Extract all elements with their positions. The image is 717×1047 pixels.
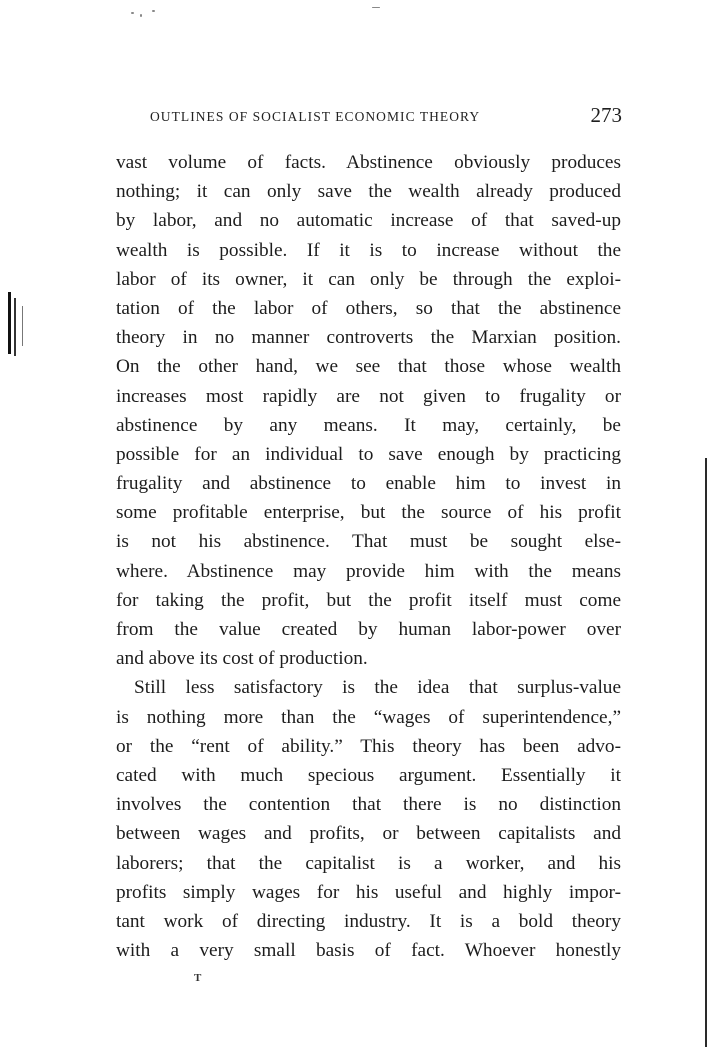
text-line: labor of its owner, it can only be through the exploi- (116, 268, 621, 290)
page-header (150, 103, 622, 131)
text-line: where. Abstinence may provide him with the means (116, 560, 621, 582)
text-line: vast volume of facts. Abstinence obviously produces (116, 152, 621, 173)
text-line: profits simply wages for his useful and highly impor- (116, 881, 621, 903)
scan-speck (152, 10, 155, 12)
text-line: by labor, and no automatic increase of that saved-up (116, 210, 621, 232)
text-line: frugality and abstinence to enable him to invest in (116, 473, 621, 495)
text-line: increases most rapidly are not given to frugality or (116, 385, 621, 407)
text-line: abstinence by any means. It may, certainly, be (116, 414, 621, 436)
text-line: for taking the profit, but the profit itself must come (116, 589, 621, 611)
signature-mark: T (194, 972, 202, 984)
text-line: theory in no manner controverts the Marxian position. (116, 327, 621, 349)
text-line: involves the contention that there is no distinction (116, 794, 621, 816)
text-line: On the other hand, we see that those whose wealth (116, 356, 621, 378)
text-line: from the value created by human labor-power over (116, 619, 621, 640)
page-edge-rule (705, 458, 707, 1047)
text-line: is not his abstinence. That must be sought else- (116, 531, 621, 553)
text-line: cated with much specious argument. Essentially it (116, 764, 621, 786)
text-line: laborers; that the capitalist is a worker, and his (116, 852, 621, 874)
text-line: some profitable enterprise, but the source of his profit (116, 502, 621, 524)
scan-speck (131, 12, 134, 14)
scan-speck (140, 14, 142, 17)
text-line: is nothing more than the “wages of superintendence,” (116, 706, 621, 728)
text-line: tant work of directing industry. It is a bold theory (116, 910, 621, 932)
margin-mark (14, 298, 16, 356)
page-number: 273 (590, 103, 622, 127)
text-line: between wages and profits, or between capitalists and (116, 823, 621, 845)
text-line: nothing; it can only save the wealth already produced (116, 181, 621, 203)
text-line: tation of the labor of others, so that the abstinence (116, 297, 621, 319)
text-line: or the “rent of ability.” This theory has been advo- (116, 735, 621, 757)
text-line: possible for an individual to save enough by practicing (116, 443, 621, 465)
scan-speck (372, 7, 380, 8)
margin-mark (8, 292, 11, 354)
margin-mark (22, 306, 23, 346)
body-text (116, 148, 621, 965)
text-line: and above its cost of production. (116, 648, 368, 670)
text-line: wealth is possible. If it is to increase without the (116, 239, 621, 261)
text-line: with a very small basis of fact. Whoever honestly (116, 940, 621, 962)
text-line: Still less satisfactory is the idea that surplus-value (134, 677, 621, 699)
running-head: OUTLINES OF SOCIALIST ECONOMIC THEORY (150, 109, 481, 124)
